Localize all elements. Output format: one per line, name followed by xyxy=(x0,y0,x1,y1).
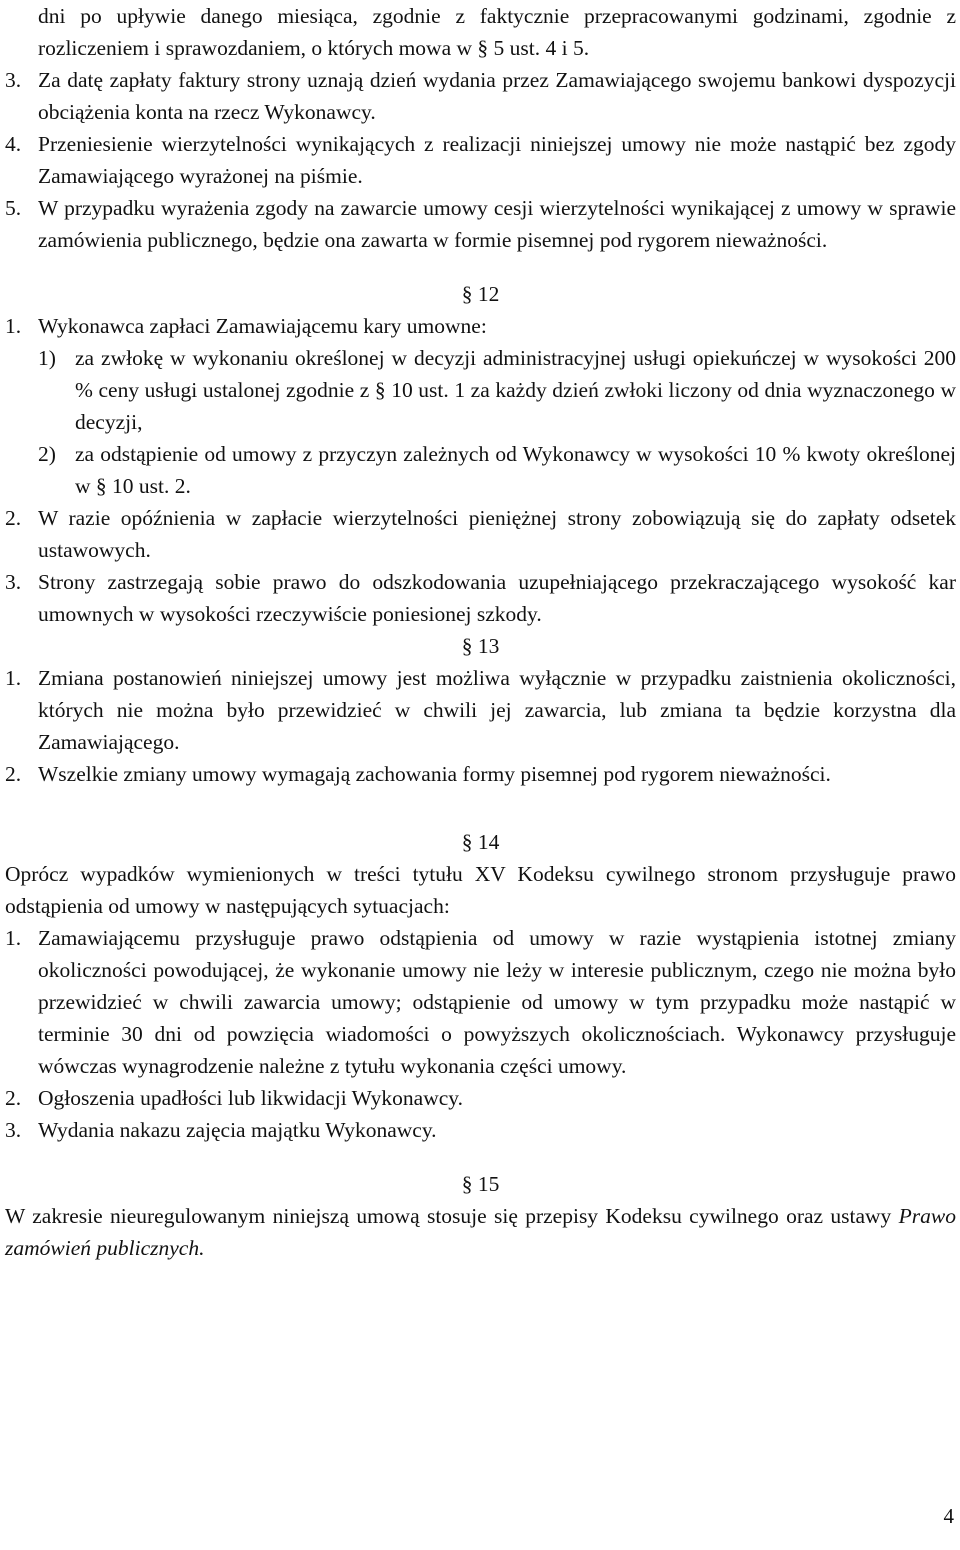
document-page xyxy=(5,0,956,1264)
list-item: 2. W razie opóźnienia w zapłacie wierzytelności pieniężnej strony zobowiązują się do zapłaty odsetek ustawowych. xyxy=(5,506,956,562)
sub-list-item: 2) za odstąpienie od umowy z przyczyn zależnych od Wykonawcy w wysokości 10 % kwoty określonej w § 10 ust. 2. xyxy=(38,442,956,498)
list-item: 4. Przeniesienie wierzytelności wynikających z realizacji niniejszej umowy nie może nastąpić bez zgody Zamawiającego wyrażonej na piśmie. xyxy=(5,132,956,188)
italic-act-name: Prawo zamówień publicznych. xyxy=(5,1204,956,1260)
section-heading-12: § 12 xyxy=(461,282,500,306)
sub-list-item: 1) za zwłokę w wykonaniu określonej w decyzji administracyjnej usługi opiekuńczej w wysokości 200 % ceny usługi ustalonej zgodnie z § 10 ust. 1 za każdy dzień zwłoki liczony od dnia wyznaczonego w decyzji, xyxy=(38,346,956,434)
list-item: 2. Wszelkie zmiany umowy wymagają zachowania formy pisemnej pod rygorem nieważności. xyxy=(5,762,831,786)
list-item: 2. Ogłoszenia upadłości lub likwidacji Wykonawcy. xyxy=(5,1086,464,1110)
list-item: 1. Wykonawca zapłaci Zamawiającemu kary umowne: xyxy=(5,314,487,338)
section-intro: Oprócz wypadków wymienionych w treści tytułu XV Kodeksu cywilnego stronom przysługuje prawo odstąpienia od umowy w następujących sytuacjach: xyxy=(5,862,956,918)
section-heading-14: § 14 xyxy=(461,830,500,854)
closing-paragraph: W zakresie nieuregulowanym niniejszą umową stosuje się przepisy Kodeksu cywilnego oraz ustawy Prawo zamówień publicznych. xyxy=(5,1204,956,1260)
list-item: 3. Strony zastrzegają sobie prawo do odszkodowania uzupełniającego przekraczającego wysokość kar umownych w wysokości rzeczywiście poniesionej szkody. xyxy=(5,570,956,626)
list-item: 3. Wydania nakazu zajęcia majątku Wykonawcy. xyxy=(5,1118,437,1142)
list-item: 1. Zmiana postanowień niniejszej umowy jest możliwa wyłącznie w przypadku zaistnienia okoliczności, których nie można było przewidzieć w chwili jej zawarcia, lub zmiana ta będzie korzystna dla Zamawiającego. xyxy=(5,666,956,754)
section-heading-15: § 15 xyxy=(461,1172,500,1196)
list-item: 1. Zamawiającemu przysługuje prawo odstąpienia od umowy w razie wystąpienia istotnej zmiany okoliczności powodującej, że wykonanie umowy nie leży w interesie publicznym, czego nie można było przewidzieć w chwili zawarcia umowy; odstąpienie od umowy w tym przypadku może nastąpić w terminie 30 dni od powzięcia wiadomości o powyższych okolicznościach. Wykonawcy przysługuje wówczas wynagrodzenie należne z tytułu wykonania części umowy. xyxy=(5,926,956,1078)
continued-paragraph: dni po upływie danego miesiąca, zgodnie z faktycznie przepracowanymi godzinami, zgodnie z rozliczeniem i sprawozdaniem, o których mowa w § 5 ust. 4 i 5. xyxy=(38,4,956,60)
list-item: 3. Za datę zapłaty faktury strony uznają dzień wydania przez Zamawiającego swojemu bankowi dyspozycji obciążenia konta na rzecz Wykonawcy. xyxy=(5,68,956,124)
section-heading-13: § 13 xyxy=(461,634,500,658)
list-item: 5. W przypadku wyrażenia zgody na zawarcie umowy cesji wierzytelności wynikającej z umowy w sprawie zamówienia publicznego, będzie ona zawarta w formie pisemnej pod rygorem nieważności. xyxy=(5,196,956,252)
page-number: 4 xyxy=(943,1504,954,1528)
